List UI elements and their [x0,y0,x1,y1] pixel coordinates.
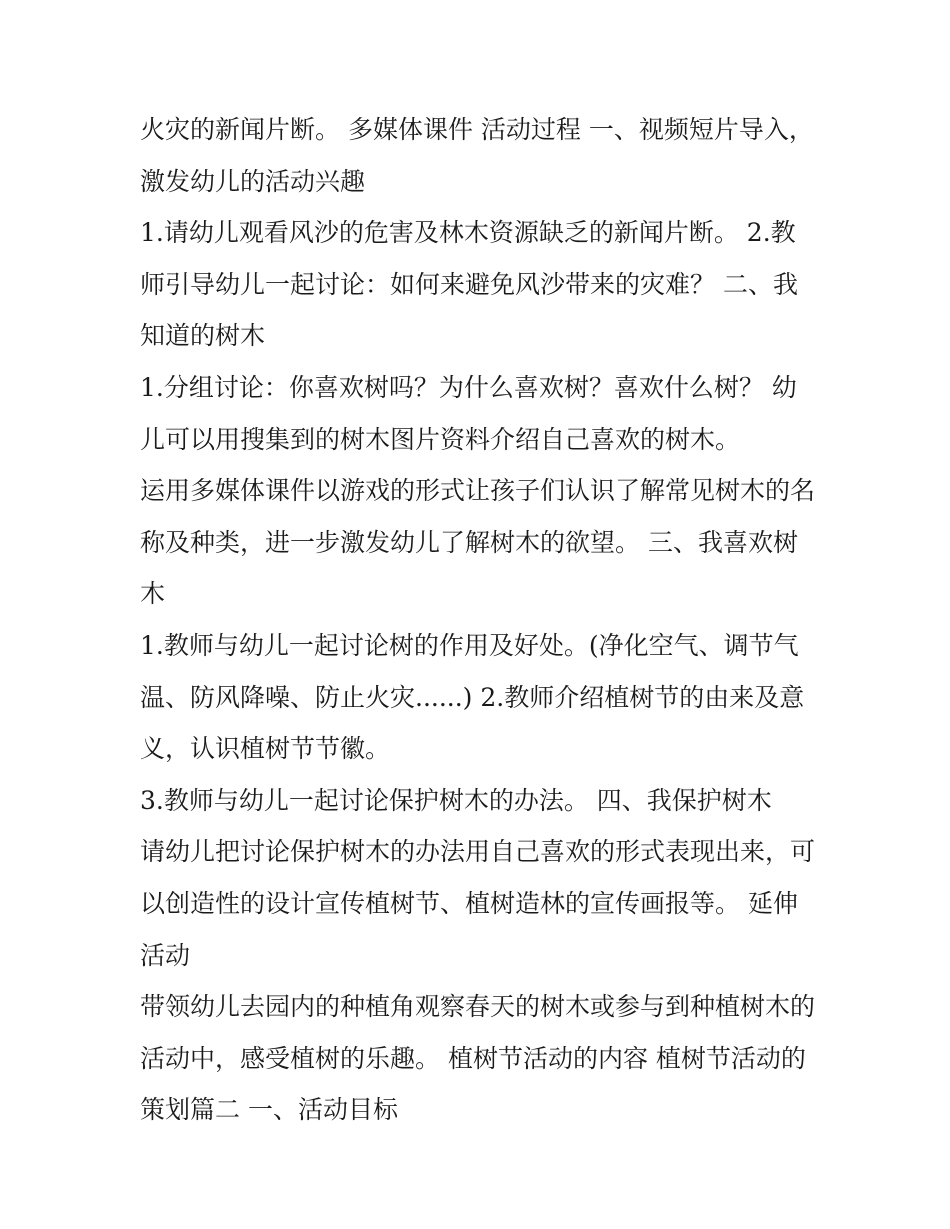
paragraph-6: 3.教师与幼儿一起讨论保护树木的办法。 四、我保护树木 [140,785,772,815]
document-body [140,104,820,1136]
paragraph-2: 1.请幼儿观看风沙的危害及林木资源缺乏的新闻片断。 2.教师引导幼儿一起讨论：如何来避免风沙带来的灾难？ 二、我知道的树木 [140,218,798,351]
paragraph-1: 火灾的新闻片断。 多媒体课件 活动过程 一、视频短片导入，激发幼儿的活动兴趣 [140,115,814,196]
paragraph-3: 1.分组讨论：你喜欢树吗？为什么喜欢树？喜欢什么树？ 幼儿可以用搜集到的树木图片资料介绍自己喜欢的树木。 [140,372,797,454]
paragraph-4: 运用多媒体课件以游戏的形式让孩子们认识了解常见树木的名称及种类，进一步激发幼儿了解树木的欲望。 三、我喜欢树木 [140,476,816,609]
paragraph-8: 带领幼儿去园内的种植角观察春天的树木或参与到种植树木的活动中，感受植树的乐趣。 植树节活动的内容 植树节活动的策划篇二 一、活动目标 [140,992,816,1125]
paragraph-5: 1.教师与幼儿一起讨论树的作用及好处。(净化空气、调节气温、防风降噪、防止火灾......) 2.教师介绍植树节的由来及意义，认识植树节节徽。 [140,630,805,764]
paragraph-7: 请幼儿把讨论保护树木的办法用自己喜欢的形式表现出来，可以创造性的设计宣传植树节、植树造林的宣传画报等。 延伸活动 [140,837,816,970]
